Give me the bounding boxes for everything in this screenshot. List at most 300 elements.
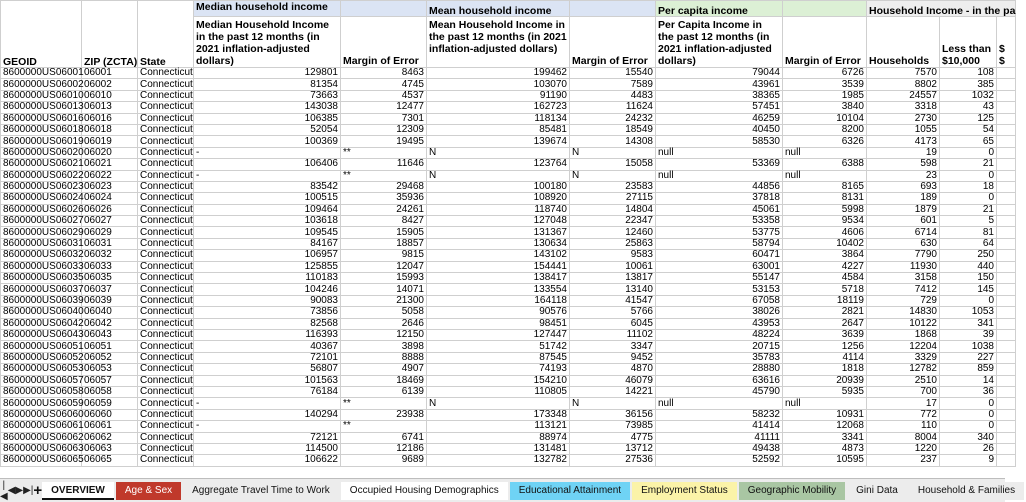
state-cell[interactable]: Connecticut (138, 136, 194, 147)
state-cell[interactable]: Connecticut (138, 102, 194, 113)
median-moe-cell[interactable]: 12047 (341, 261, 427, 272)
zip-cell[interactable]: 06027 (82, 216, 138, 227)
mean-income-cell[interactable]: 74193 (427, 364, 570, 375)
mean-income-cell[interactable]: 85481 (427, 124, 570, 135)
next-col-cell[interactable] (997, 375, 1016, 386)
state-cell[interactable]: Connecticut (138, 421, 194, 432)
median-income-cell[interactable]: 129801 (194, 68, 341, 79)
mean-group-header-cont[interactable] (570, 1, 656, 17)
geoid-cell[interactable]: 8600000US06027 (1, 216, 82, 227)
next-col-cell[interactable] (997, 113, 1016, 124)
state-cell[interactable]: Connecticut (138, 295, 194, 306)
zip-cell[interactable]: 06043 (82, 329, 138, 340)
households-cell[interactable]: 7790 (867, 250, 940, 261)
households-cell[interactable]: 11930 (867, 261, 940, 272)
zip-cell[interactable]: 06020 (82, 147, 138, 158)
next-col-cell[interactable] (997, 124, 1016, 135)
zip-cell[interactable]: 06024 (82, 193, 138, 204)
zip-cell[interactable]: 06037 (82, 284, 138, 295)
households-cell[interactable]: 3158 (867, 273, 940, 284)
median-group-header[interactable]: Median household income (194, 1, 341, 17)
state-cell[interactable]: Connecticut (138, 79, 194, 90)
geoid-cell[interactable]: 8600000US06053 (1, 364, 82, 375)
percap-income-cell[interactable]: 44856 (656, 181, 783, 192)
mean-income-cell[interactable]: 87545 (427, 352, 570, 363)
percap-moe-header[interactable]: Margin of Error (783, 17, 867, 68)
mean-moe-cell[interactable]: 11102 (570, 329, 656, 340)
zip-cell[interactable]: 06058 (82, 386, 138, 397)
state-cell[interactable]: Connecticut (138, 147, 194, 158)
sheet-tab-overview[interactable]: OVERVIEW (42, 482, 114, 500)
households-cell[interactable]: 23 (867, 170, 940, 181)
next-col-cell[interactable] (997, 216, 1016, 227)
lt10k-cell[interactable]: 145 (940, 284, 997, 295)
households-cell[interactable]: 189 (867, 193, 940, 204)
percap-income-cell[interactable]: 57451 (656, 102, 783, 113)
lt10k-cell[interactable]: 14 (940, 375, 997, 386)
lt10k-cell[interactable]: 150 (940, 273, 997, 284)
percap-income-cell[interactable]: 20715 (656, 341, 783, 352)
state-cell[interactable]: Connecticut (138, 113, 194, 124)
households-cell[interactable]: 729 (867, 295, 940, 306)
lt10k-cell[interactable]: 859 (940, 364, 997, 375)
percap-moe-cell[interactable]: 5935 (783, 386, 867, 397)
median-income-cell[interactable]: 76184 (194, 386, 341, 397)
percap-moe-cell[interactable]: 2647 (783, 318, 867, 329)
geoid-cell[interactable]: 8600000US06022 (1, 170, 82, 181)
median-income-cell[interactable]: - (194, 421, 341, 432)
mean-moe-cell[interactable]: 9583 (570, 250, 656, 261)
geoid-cell[interactable]: 8600000US06058 (1, 386, 82, 397)
geoid-cell[interactable]: 8600000US06023 (1, 181, 82, 192)
percap-income-cell[interactable]: 43953 (656, 318, 783, 329)
mean-moe-cell[interactable]: 73985 (570, 421, 656, 432)
zip-cell[interactable]: 06052 (82, 352, 138, 363)
state-cell[interactable]: Connecticut (138, 455, 194, 466)
percap-income-cell[interactable]: 58232 (656, 409, 783, 420)
state-cell[interactable]: Connecticut (138, 375, 194, 386)
geoid-cell[interactable]: 8600000US06043 (1, 329, 82, 340)
lt10k-cell[interactable]: 0 (940, 398, 997, 409)
mean-income-cell[interactable]: 123764 (427, 159, 570, 170)
median-moe-cell[interactable]: 4537 (341, 90, 427, 101)
median-income-cell[interactable]: 81354 (194, 79, 341, 90)
median-income-cell[interactable]: 140294 (194, 409, 341, 420)
lt10k-cell[interactable]: 0 (940, 295, 997, 306)
median-income-cell[interactable]: 114500 (194, 443, 341, 454)
first-sheet-icon[interactable]: |◀ (0, 479, 8, 502)
percap-income-cell[interactable]: 53775 (656, 227, 783, 238)
mean-moe-cell[interactable]: 11624 (570, 102, 656, 113)
percap-moe-cell[interactable]: 20939 (783, 375, 867, 386)
next-col-cell[interactable] (997, 102, 1016, 113)
mean-moe-cell[interactable]: 4775 (570, 432, 656, 443)
geoid-cell[interactable]: 8600000US06002 (1, 79, 82, 90)
zip-cell[interactable]: 06063 (82, 443, 138, 454)
median-moe-cell[interactable]: 23938 (341, 409, 427, 420)
zip-cell[interactable]: 06023 (82, 181, 138, 192)
next-col-cell[interactable] (997, 273, 1016, 284)
percap-income-cell[interactable]: 55147 (656, 273, 783, 284)
median-income-cell[interactable]: 56807 (194, 364, 341, 375)
lt10k-cell[interactable]: 43 (940, 102, 997, 113)
percap-moe-cell[interactable]: 3341 (783, 432, 867, 443)
median-group-header-cont[interactable] (341, 1, 427, 17)
percap-moe-cell[interactable]: 1256 (783, 341, 867, 352)
median-moe-cell[interactable]: 15905 (341, 227, 427, 238)
next-col-cell[interactable] (997, 341, 1016, 352)
median-income-cell[interactable]: 72101 (194, 352, 341, 363)
next-col-cell[interactable] (997, 386, 1016, 397)
households-cell[interactable]: 14830 (867, 307, 940, 318)
mean-moe-cell[interactable]: 3347 (570, 341, 656, 352)
geoid-header[interactable]: GEOID (1, 1, 82, 68)
percap-group-header-cont[interactable] (783, 1, 867, 17)
lt10k-cell[interactable]: 36 (940, 386, 997, 397)
households-cell[interactable]: 7412 (867, 284, 940, 295)
mean-moe-cell[interactable]: N (570, 147, 656, 158)
mean-moe-cell[interactable]: N (570, 398, 656, 409)
mean-income-cell[interactable]: 108920 (427, 193, 570, 204)
median-income-cell[interactable]: 84167 (194, 238, 341, 249)
mean-income-cell[interactable]: 98451 (427, 318, 570, 329)
mean-moe-cell[interactable]: N (570, 170, 656, 181)
last-sheet-icon[interactable]: ▶| (23, 485, 34, 496)
geoid-cell[interactable]: 8600000US06013 (1, 102, 82, 113)
median-income-cell[interactable]: 104246 (194, 284, 341, 295)
next-col-cell[interactable] (997, 170, 1016, 181)
percap-moe-cell[interactable]: 4873 (783, 443, 867, 454)
median-moe-cell[interactable]: 9815 (341, 250, 427, 261)
geoid-cell[interactable]: 8600000US06020 (1, 147, 82, 158)
percap-income-cell[interactable]: 63616 (656, 375, 783, 386)
zip-cell[interactable]: 06059 (82, 398, 138, 409)
lt10k-cell[interactable]: 385 (940, 79, 997, 90)
median-income-cell[interactable]: 109545 (194, 227, 341, 238)
households-cell[interactable]: 4173 (867, 136, 940, 147)
next-col-cell[interactable] (997, 443, 1016, 454)
median-income-cell[interactable]: 116393 (194, 329, 341, 340)
median-income-cell[interactable]: 109464 (194, 204, 341, 215)
percap-moe-cell[interactable]: 6326 (783, 136, 867, 147)
geoid-cell[interactable]: 8600000US06052 (1, 352, 82, 363)
mean-moe-header[interactable]: Margin of Error (570, 17, 656, 68)
median-moe-header[interactable]: Margin of Error (341, 17, 427, 68)
mean-income-cell[interactable]: 139674 (427, 136, 570, 147)
next-col-cell[interactable] (997, 227, 1016, 238)
geoid-cell[interactable]: 8600000US06035 (1, 273, 82, 284)
geoid-cell[interactable]: 8600000US06033 (1, 261, 82, 272)
percap-moe-cell[interactable]: null (783, 170, 867, 181)
households-cell[interactable]: 700 (867, 386, 940, 397)
mean-moe-cell[interactable]: 10061 (570, 261, 656, 272)
households-cell[interactable]: 1879 (867, 204, 940, 215)
state-cell[interactable]: Connecticut (138, 159, 194, 170)
zip-cell[interactable]: 06018 (82, 124, 138, 135)
state-cell[interactable]: Connecticut (138, 90, 194, 101)
households-cell[interactable]: 19 (867, 147, 940, 158)
state-cell[interactable]: Connecticut (138, 193, 194, 204)
lt10k-cell[interactable]: 340 (940, 432, 997, 443)
percap-income-cell[interactable]: null (656, 170, 783, 181)
mean-moe-cell[interactable]: 23583 (570, 181, 656, 192)
median-moe-cell[interactable]: 3898 (341, 341, 427, 352)
median-moe-cell[interactable]: 18857 (341, 238, 427, 249)
median-moe-cell[interactable]: 19495 (341, 136, 427, 147)
mean-moe-cell[interactable]: 27536 (570, 455, 656, 466)
households-cell[interactable]: 601 (867, 216, 940, 227)
lt10k-cell[interactable]: 0 (940, 193, 997, 204)
mean-moe-cell[interactable]: 13712 (570, 443, 656, 454)
households-cell[interactable]: 3318 (867, 102, 940, 113)
sheet-tab-occupied-housing-demographics[interactable]: Occupied Housing Demographics (341, 482, 508, 500)
median-moe-cell[interactable]: 5058 (341, 307, 427, 318)
mean-income-cell[interactable]: 199462 (427, 68, 570, 79)
percap-income-cell[interactable]: 49438 (656, 443, 783, 454)
median-moe-cell[interactable]: 7301 (341, 113, 427, 124)
geoid-cell[interactable]: 8600000US06040 (1, 307, 82, 318)
lt10k-cell[interactable]: 125 (940, 113, 997, 124)
state-cell[interactable]: Connecticut (138, 352, 194, 363)
state-cell[interactable]: Connecticut (138, 409, 194, 420)
percap-income-cell[interactable]: 58794 (656, 238, 783, 249)
next-col-cell[interactable] (997, 193, 1016, 204)
mean-income-cell[interactable]: N (427, 147, 570, 158)
state-cell[interactable]: Connecticut (138, 329, 194, 340)
median-moe-cell[interactable]: 8888 (341, 352, 427, 363)
median-income-header[interactable]: Median Household Income in the past 12 months (in 2021 inflation-adjusted dollars) (194, 17, 341, 68)
lt10k-cell[interactable]: 227 (940, 352, 997, 363)
median-income-cell[interactable]: 52054 (194, 124, 341, 135)
median-moe-cell[interactable]: ** (341, 421, 427, 432)
next-col-header[interactable]: $ $ (997, 17, 1016, 68)
households-cell[interactable]: 693 (867, 181, 940, 192)
median-income-cell[interactable]: 73856 (194, 307, 341, 318)
zip-cell[interactable]: 06001 (82, 68, 138, 79)
zip-cell[interactable]: 06040 (82, 307, 138, 318)
lt10k-cell[interactable]: 1053 (940, 307, 997, 318)
geoid-cell[interactable]: 8600000US06001 (1, 68, 82, 79)
state-cell[interactable]: Connecticut (138, 250, 194, 261)
percap-moe-cell[interactable]: 1985 (783, 90, 867, 101)
percap-moe-cell[interactable]: 5718 (783, 284, 867, 295)
state-header[interactable]: State (138, 1, 194, 68)
geoid-cell[interactable]: 8600000US06057 (1, 375, 82, 386)
households-cell[interactable]: 237 (867, 455, 940, 466)
mean-moe-cell[interactable]: 22347 (570, 216, 656, 227)
lt10k-cell[interactable]: 108 (940, 68, 997, 79)
households-cell[interactable]: 630 (867, 238, 940, 249)
sheet-tab-household-families[interactable]: Household & Families (909, 482, 1024, 500)
mean-income-cell[interactable]: 164118 (427, 295, 570, 306)
percap-moe-cell[interactable]: 8131 (783, 193, 867, 204)
geoid-cell[interactable]: 8600000US06032 (1, 250, 82, 261)
geoid-cell[interactable]: 8600000US06065 (1, 455, 82, 466)
median-moe-cell[interactable]: 35936 (341, 193, 427, 204)
geoid-cell[interactable]: 8600000US06010 (1, 90, 82, 101)
median-income-cell[interactable]: - (194, 170, 341, 181)
mean-moe-cell[interactable]: 4870 (570, 364, 656, 375)
median-income-cell[interactable]: 100515 (194, 193, 341, 204)
mean-moe-cell[interactable]: 18549 (570, 124, 656, 135)
state-cell[interactable]: Connecticut (138, 170, 194, 181)
median-moe-cell[interactable]: ** (341, 170, 427, 181)
mean-income-cell[interactable]: 130634 (427, 238, 570, 249)
geoid-cell[interactable]: 8600000US06037 (1, 284, 82, 295)
percap-moe-cell[interactable]: 10595 (783, 455, 867, 466)
next-col-cell[interactable] (997, 329, 1016, 340)
median-moe-cell[interactable]: 8463 (341, 68, 427, 79)
median-moe-cell[interactable]: 12477 (341, 102, 427, 113)
next-col-cell[interactable] (997, 409, 1016, 420)
households-cell[interactable]: 6714 (867, 227, 940, 238)
next-col-cell[interactable] (997, 79, 1016, 90)
geoid-cell[interactable]: 8600000US06024 (1, 193, 82, 204)
mean-moe-cell[interactable]: 13817 (570, 273, 656, 284)
households-cell[interactable]: 1055 (867, 124, 940, 135)
next-col-cell[interactable] (997, 181, 1016, 192)
percap-moe-cell[interactable]: 6726 (783, 68, 867, 79)
percap-income-cell[interactable]: 45790 (656, 386, 783, 397)
geoid-cell[interactable]: 8600000US06059 (1, 398, 82, 409)
mean-income-cell[interactable]: 133554 (427, 284, 570, 295)
state-cell[interactable]: Connecticut (138, 341, 194, 352)
percap-moe-cell[interactable]: 6388 (783, 159, 867, 170)
mean-moe-cell[interactable]: 14221 (570, 386, 656, 397)
state-cell[interactable]: Connecticut (138, 273, 194, 284)
households-cell[interactable]: 12782 (867, 364, 940, 375)
zip-cell[interactable]: 06031 (82, 238, 138, 249)
lt10k-cell[interactable]: 250 (940, 250, 997, 261)
state-cell[interactable]: Connecticut (138, 238, 194, 249)
median-income-cell[interactable]: 143038 (194, 102, 341, 113)
geoid-cell[interactable]: 8600000US06016 (1, 113, 82, 124)
geoid-cell[interactable]: 8600000US06062 (1, 432, 82, 443)
percap-moe-cell[interactable]: 8200 (783, 124, 867, 135)
next-sheet-icon[interactable]: ▶ (15, 485, 24, 496)
next-col-cell[interactable] (997, 284, 1016, 295)
zip-cell[interactable]: 06029 (82, 227, 138, 238)
mean-income-cell[interactable]: 162723 (427, 102, 570, 113)
median-moe-cell[interactable]: 29468 (341, 181, 427, 192)
mean-income-cell[interactable]: 100180 (427, 181, 570, 192)
next-col-cell[interactable] (997, 159, 1016, 170)
zip-cell[interactable]: 06013 (82, 102, 138, 113)
next-col-cell[interactable] (997, 352, 1016, 363)
households-cell[interactable]: 598 (867, 159, 940, 170)
percap-income-cell[interactable]: 53369 (656, 159, 783, 170)
sheet-tab-employment-status[interactable]: Employment Status (632, 482, 737, 500)
zip-cell[interactable]: 06051 (82, 341, 138, 352)
mean-moe-cell[interactable]: 6045 (570, 318, 656, 329)
lt10k-header[interactable]: Less than $10,000 (940, 17, 997, 68)
percap-income-cell[interactable]: 58530 (656, 136, 783, 147)
zip-cell[interactable]: 06026 (82, 204, 138, 215)
mean-moe-cell[interactable]: 14308 (570, 136, 656, 147)
median-moe-cell[interactable]: 21300 (341, 295, 427, 306)
lt10k-cell[interactable]: 5 (940, 216, 997, 227)
zip-cell[interactable]: 06002 (82, 79, 138, 90)
mean-moe-cell[interactable]: 15058 (570, 159, 656, 170)
geoid-cell[interactable]: 8600000US06051 (1, 341, 82, 352)
next-col-cell[interactable] (997, 295, 1016, 306)
geoid-cell[interactable]: 8600000US06039 (1, 295, 82, 306)
lt10k-cell[interactable]: 65 (940, 136, 997, 147)
dist-group-header[interactable]: Household Income - in the pa (867, 1, 1016, 17)
lt10k-cell[interactable]: 81 (940, 227, 997, 238)
lt10k-cell[interactable]: 21 (940, 159, 997, 170)
state-cell[interactable]: Connecticut (138, 432, 194, 443)
households-cell[interactable]: 8004 (867, 432, 940, 443)
median-moe-cell[interactable]: 6741 (341, 432, 427, 443)
median-income-cell[interactable]: - (194, 147, 341, 158)
next-col-cell[interactable] (997, 261, 1016, 272)
mean-income-cell[interactable]: 173348 (427, 409, 570, 420)
lt10k-cell[interactable]: 9 (940, 455, 997, 466)
lt10k-cell[interactable]: 440 (940, 261, 997, 272)
lt10k-cell[interactable]: 54 (940, 124, 997, 135)
median-moe-cell[interactable]: ** (341, 147, 427, 158)
state-cell[interactable]: Connecticut (138, 204, 194, 215)
zip-cell[interactable]: 06061 (82, 421, 138, 432)
median-moe-cell[interactable]: 8427 (341, 216, 427, 227)
sheet-tab-geographic-mobility[interactable]: Geographic Mobility (739, 482, 845, 500)
lt10k-cell[interactable]: 0 (940, 147, 997, 158)
geoid-cell[interactable]: 8600000US06060 (1, 409, 82, 420)
mean-moe-cell[interactable]: 15540 (570, 68, 656, 79)
next-col-cell[interactable] (997, 90, 1016, 101)
households-cell[interactable]: 24557 (867, 90, 940, 101)
next-col-cell[interactable] (997, 250, 1016, 261)
median-moe-cell[interactable]: 2646 (341, 318, 427, 329)
median-moe-cell[interactable]: 9689 (341, 455, 427, 466)
state-cell[interactable]: Connecticut (138, 227, 194, 238)
mean-moe-cell[interactable]: 46079 (570, 375, 656, 386)
percap-income-cell[interactable]: 28880 (656, 364, 783, 375)
median-income-cell[interactable]: 72121 (194, 432, 341, 443)
median-moe-cell[interactable]: 14071 (341, 284, 427, 295)
state-cell[interactable]: Connecticut (138, 261, 194, 272)
median-moe-cell[interactable]: 15993 (341, 273, 427, 284)
zip-cell[interactable]: 06053 (82, 364, 138, 375)
zip-cell[interactable]: 06021 (82, 159, 138, 170)
add-sheet-icon[interactable]: + (33, 482, 43, 499)
zip-cell[interactable]: 06019 (82, 136, 138, 147)
percap-income-header[interactable]: Per Capita Income in the past 12 months (in 2021 inflation-adjusted dollars) (656, 17, 783, 68)
percap-moe-cell[interactable]: 12068 (783, 421, 867, 432)
percap-income-cell[interactable]: 40450 (656, 124, 783, 135)
zip-cell[interactable]: 06032 (82, 250, 138, 261)
zip-cell[interactable]: 06057 (82, 375, 138, 386)
percap-income-cell[interactable]: 46259 (656, 113, 783, 124)
geoid-cell[interactable]: 8600000US06042 (1, 318, 82, 329)
mean-income-cell[interactable]: 127447 (427, 329, 570, 340)
next-col-cell[interactable] (997, 147, 1016, 158)
percap-income-cell[interactable]: 67058 (656, 295, 783, 306)
percap-income-cell[interactable]: 79044 (656, 68, 783, 79)
percap-income-cell[interactable]: 53358 (656, 216, 783, 227)
percap-income-cell[interactable]: 53153 (656, 284, 783, 295)
median-income-cell[interactable]: 103618 (194, 216, 341, 227)
percap-income-cell[interactable]: 43961 (656, 79, 783, 90)
households-cell[interactable]: 110 (867, 421, 940, 432)
mean-moe-cell[interactable]: 4483 (570, 90, 656, 101)
zip-cell[interactable]: 06022 (82, 170, 138, 181)
mean-moe-cell[interactable]: 41547 (570, 295, 656, 306)
mean-group-header[interactable]: Mean household income (427, 1, 570, 17)
mean-income-cell[interactable]: N (427, 398, 570, 409)
percap-moe-cell[interactable]: 3840 (783, 102, 867, 113)
